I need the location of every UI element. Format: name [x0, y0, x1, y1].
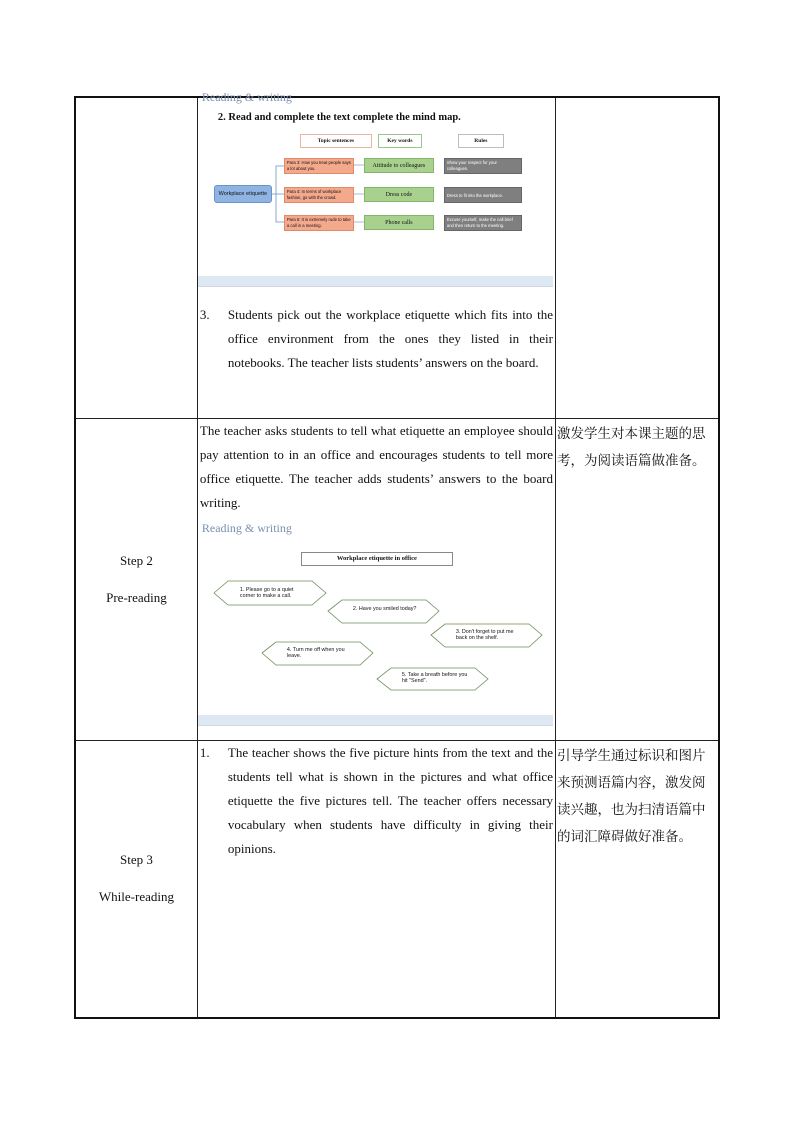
- etiquette-item: 2. Have you smiled today?: [352, 605, 417, 612]
- slide-header: Reading & writing: [201, 520, 292, 535]
- step-stage: While-reading: [98, 889, 174, 905]
- lesson-plan-table: [74, 90, 720, 1019]
- topic-sentence-box: Para 5: It is extremely rude to take a call in a meeting.: [284, 215, 354, 231]
- rule-box: Excuse yourself, make the call brief and then return to the meeting.: [444, 215, 522, 231]
- item-number: 3.: [199, 307, 210, 322]
- etiquette-slide: [198, 520, 553, 726]
- etiquette-item: 3. Don't forget to put me back on the shelf.: [455, 628, 514, 641]
- key-word-box: Dress code: [364, 187, 434, 202]
- item-text: The teacher shows the five picture hints from the text and the students tell what is shown in the pictures and what office etiquette the five pictures tell. The teacher offers necessary vocabulary when students have difficulty in giving their opinions.: [227, 744, 553, 856]
- etiquette-item: 4. Turn me off when you leave.: [286, 646, 345, 659]
- slide-title: 2. Read and complete the text complete the mind map.: [217, 112, 461, 123]
- purpose-cell: [555, 740, 719, 1018]
- step-cell: [75, 97, 197, 418]
- purpose-cell: [555, 97, 719, 418]
- step-cell: [75, 740, 197, 1018]
- etiquette-item: 5. Take a breath before you hit "Send".: [401, 671, 468, 684]
- etiquette-item: 1. Please go to a quiet corner to make a call.: [239, 586, 294, 599]
- table-row: [75, 740, 719, 1018]
- mind-map-center: Workplace etiquette: [214, 185, 272, 203]
- table-row: [75, 97, 719, 418]
- activity-cell: [197, 418, 555, 740]
- activity-cell: [197, 90, 555, 418]
- step-cell: [75, 418, 197, 740]
- key-word-box: Attitude to colleagues: [364, 158, 434, 173]
- rules-header: Rules: [458, 134, 504, 148]
- slide-header: Reading & writing: [201, 90, 292, 104]
- step-number: Step 3: [120, 852, 153, 868]
- slide-footer-band: [198, 715, 553, 725]
- key-words-header: Key words: [378, 134, 422, 148]
- purpose-text: 引导学生通过标识和图片来预测语篇内容，激发阅读兴趣，也为扫清语篇中的词汇障碍做好准备。: [556, 747, 706, 845]
- item-number: 1.: [199, 744, 210, 760]
- topic-sentence-box: Para 4: In terms of workplace fashion, go with the crowd.: [284, 187, 354, 203]
- activity-text: The teacher asks students to tell what etiquette an employee should pay attention to in an office and encourages students to tell more office etiquette. The teacher adds students’ answers to the board writing.: [199, 422, 553, 510]
- rule-box: Dress to fit into the workplace.: [444, 187, 522, 203]
- slide-title: Workplace etiquette in office: [301, 552, 453, 566]
- table-row: [75, 418, 719, 740]
- step-number: Step 2: [120, 552, 153, 568]
- purpose-text: 激发学生对本课主题的思考，为阅读语篇做准备。: [556, 425, 706, 469]
- activity-cell: [197, 740, 555, 1018]
- topic-sentence-box: Para 3: How you treat people says a lot about you.: [284, 158, 354, 174]
- list-item: [198, 303, 555, 375]
- list-item: [198, 741, 555, 861]
- hexagon-shapes: [198, 529, 553, 725]
- mind-map-slide: [198, 90, 553, 287]
- key-word-box: Phone calls: [364, 215, 434, 230]
- rule-box: Show your respect for your colleagues.: [444, 158, 522, 174]
- slide-footer-band: [198, 276, 553, 286]
- purpose-cell: [555, 418, 719, 740]
- item-text: Students pick out the workplace etiquette which fits into the office environment from the ones they listed in their notebooks. The teacher lists students’ answers on the board.: [227, 307, 553, 370]
- topic-sentences-header: Topic sentences: [300, 134, 372, 148]
- step-stage: Pre-reading: [106, 589, 167, 605]
